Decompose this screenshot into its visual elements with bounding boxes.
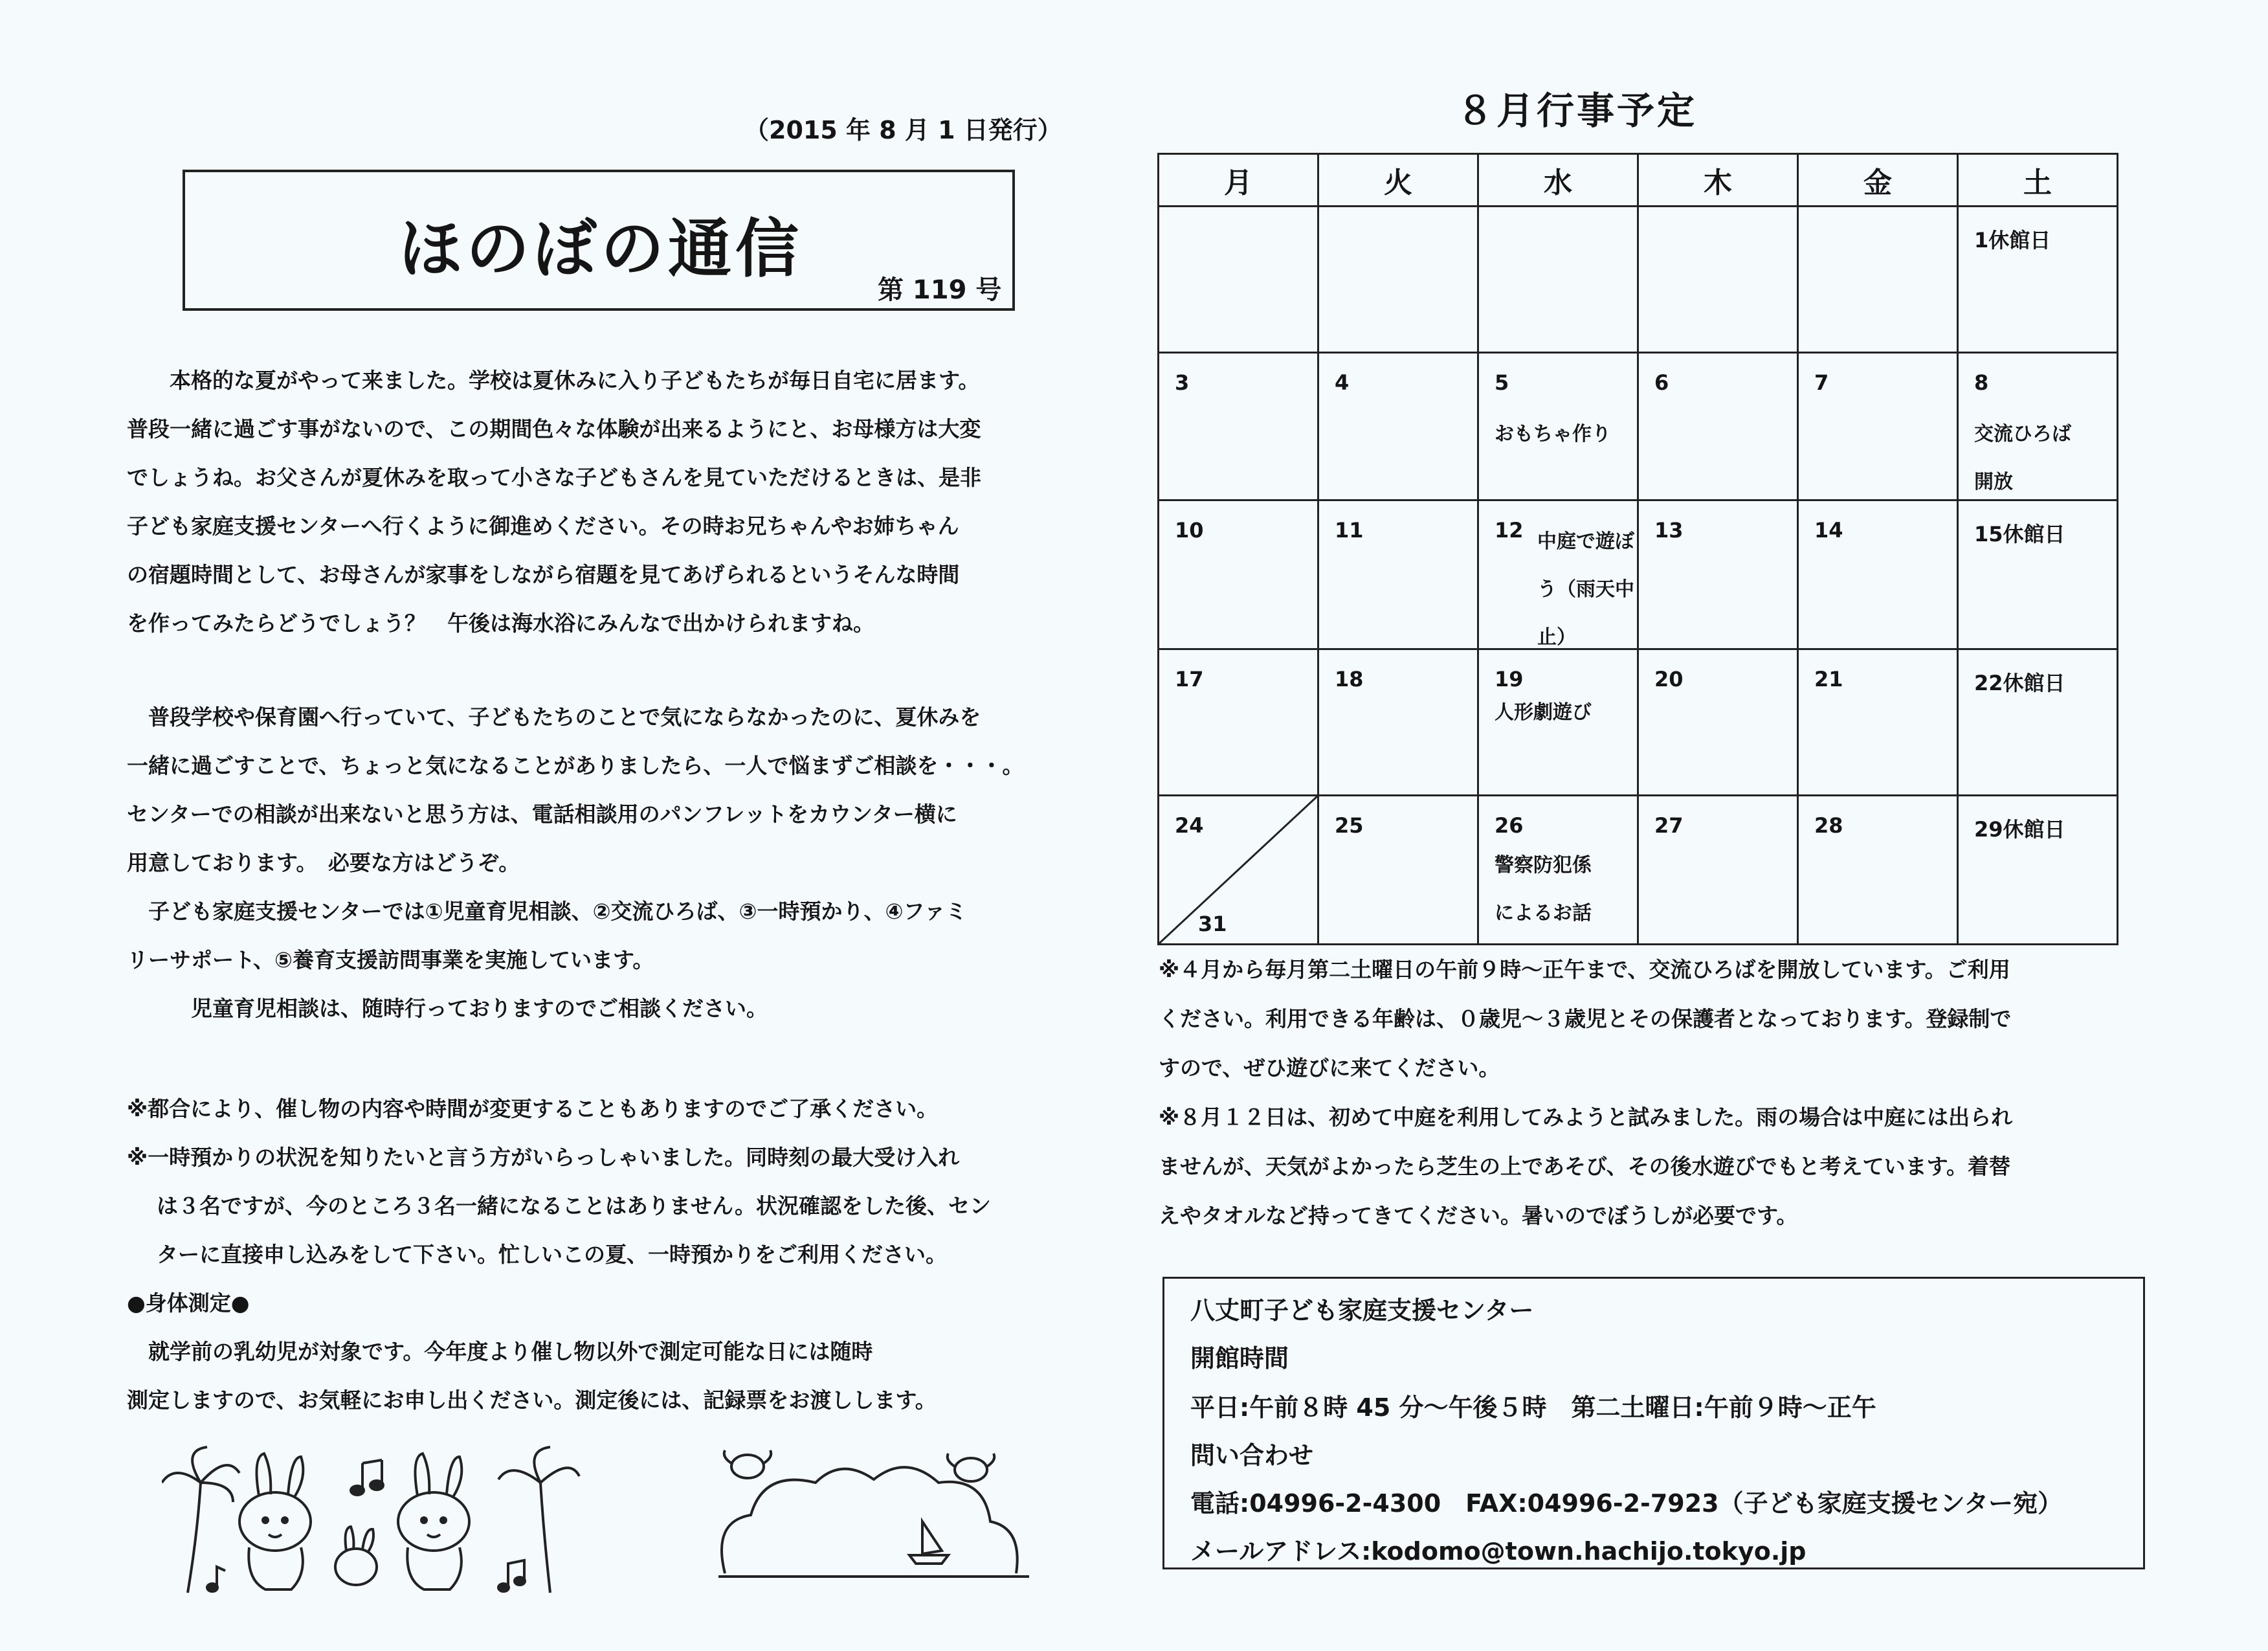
day-number: 5 <box>1495 370 1509 395</box>
weekday-header: 火 <box>1318 154 1478 207</box>
text-line: は３名ですが、今のところ３名一緒になることはありません。状況確認をした後、セン <box>157 1193 991 1219</box>
inquiry-label: 問い合わせ <box>1190 1441 1314 1470</box>
calendar-cell <box>1478 207 1638 353</box>
day-number: 25 <box>1335 813 1364 838</box>
opening-hours: 平日:午前８時 45 分～午後５時 第二土曜日:午前９時～正午 <box>1190 1393 1876 1422</box>
day-number: 12 <box>1495 518 1524 543</box>
text-line: 就学前の乳幼児が対象です。今年度より催し物以外で測定可能な日には随時 <box>127 1339 873 1364</box>
calendar-week-row <box>1159 353 2118 500</box>
calendar-cell <box>1958 207 2118 353</box>
phone-fax: 電話:04996-2-4300 FAX:04996-2-7923（子ども家庭支援センター宛） <box>1190 1489 2063 1518</box>
day-number: 13 <box>1654 518 1684 543</box>
issue-date: （2015 年 8 月 1 日発行） <box>744 116 1062 144</box>
text-line: 子ども家庭支援センターでは①児童育児相談、②交流ひろば、③一時預かり、④ファミ <box>127 899 967 924</box>
calendar-cell <box>1159 353 1318 500</box>
calendar-cell <box>1318 207 1478 353</box>
day-number: 27 <box>1654 813 1684 838</box>
text-line: 普段一緒に過ごす事がないので、この期間色々な体験が出来るようにと、お母様方は大変 <box>127 416 981 442</box>
text-line: ※一時預かりの状況を知りたいと言う方がいらっしゃいました。同時刻の最大受け入れ <box>127 1145 960 1170</box>
event-label: 人形劇遊び <box>1495 701 1592 724</box>
calendar-cell <box>1318 796 1478 945</box>
music-note-icon <box>207 1460 525 1591</box>
consult-paragraph <box>127 693 1023 1033</box>
sailboat-illustration <box>909 1522 948 1564</box>
weekday-header: 水 <box>1478 154 1638 207</box>
text-line: 児童育児相談は、随時行っておりますのでご相談ください。 <box>127 996 768 1021</box>
calendar-cell <box>1159 649 1318 796</box>
contact-info-box <box>1162 1277 2145 1569</box>
day-number: 8 <box>1974 370 1989 395</box>
text-line: ください。利用できる年齢は、０歳児～３歳児とその保護者となっております。登録制で <box>1159 1006 2012 1031</box>
event-label: 休館日 <box>2003 671 2065 695</box>
title-box <box>183 170 1015 311</box>
calendar-cell <box>1958 649 2118 796</box>
newsletter-title: ほのぼの通信 <box>399 212 803 286</box>
calendar-cell <box>1798 207 1958 353</box>
text-line: ※都合により、催し物の内容や時間が変更することもありますのでご了承ください。 <box>127 1096 939 1121</box>
notes-section <box>127 1084 991 1424</box>
event-label: 中庭で遊ぼう（雨天中止） <box>1537 530 1634 649</box>
event-label: 休館日 <box>2003 817 2065 842</box>
calendar-cell <box>1798 353 1958 500</box>
day-number: 7 <box>1814 370 1829 395</box>
rabbit-illustration <box>162 1444 583 1599</box>
text-line: 一緒に過ごすことで、ちょっと気になることがありましたら、一人で悩まずご相談を・・・。 <box>127 753 1024 778</box>
email-address: メールアドレス:kodomo@town.hachijo.tokyo.jp <box>1190 1537 1807 1566</box>
day-number: 10 <box>1175 518 1204 543</box>
day-number: 19 <box>1495 667 1524 691</box>
text-line: ※４月から毎月第二土曜日の午前９時～正午まで、交流ひろばを開放しています。ご利用 <box>1159 957 2010 982</box>
calendar-cell <box>1478 796 1638 945</box>
intro-paragraph <box>127 356 981 647</box>
calendar-cell <box>1478 649 1638 796</box>
calendar-header-row <box>1159 154 2118 207</box>
day-number: 15休館日 <box>1974 522 2065 546</box>
event-label: 休館日 <box>1988 228 2051 253</box>
calendar-week-row <box>1159 500 2118 649</box>
text-line: リーサポート、⑤養育支援訪問事業を実施しています。 <box>127 947 654 972</box>
text-line: センターでの相談が出来ないと思う方は、電話相談用のパンフレットをカウンター横に <box>127 802 957 827</box>
text-line: 用意しております。 必要な方はどうぞ。 <box>127 850 520 875</box>
calendar-cell <box>1318 649 1478 796</box>
text-line: 測定しますので、お気軽にお申し出ください。測定後には、記録票をお渡しします。 <box>127 1387 937 1413</box>
event-calendar <box>1157 153 2118 945</box>
event-label: 警察防犯係によるお話 <box>1495 854 1592 925</box>
text-line: ませんが、天気がよかったら芝生の上であそび、その後水遊びでもと考えています。着替 <box>1159 1154 2011 1179</box>
calendar-title: ８月行事予定 <box>1456 89 1698 133</box>
bird-illustration <box>724 1450 995 1481</box>
day-number: 20 <box>1654 667 1684 691</box>
island-illustration <box>712 1444 1036 1586</box>
calendar-cell <box>1798 500 1958 649</box>
calendar-cell <box>1638 207 1798 353</box>
calendar-week-row <box>1159 649 2118 796</box>
event-label: 休館日 <box>2003 522 2065 546</box>
day-number: 17 <box>1175 667 1204 691</box>
weekday-header: 土 <box>1958 154 2118 207</box>
calendar-cell <box>1798 649 1958 796</box>
day-number: 4 <box>1335 370 1350 395</box>
text-line: 子ども家庭支援センターへ行くように御進めください。その時お兄ちゃんやお姉ちゃん <box>127 513 959 539</box>
calendar-cell <box>1798 796 1958 945</box>
day-number: 29休館日 <box>1974 817 2065 842</box>
text-line: ターに直接申し込みをして下さい。忙しいこの夏、一時預かりをご利用ください。 <box>157 1242 947 1267</box>
text-line: すので、ぜひ遊びに来てください。 <box>1159 1055 1500 1081</box>
day-number: 3 <box>1175 370 1190 395</box>
text-line: ※８月１２日は、初めて中庭を利用してみようと試みました。雨の場合は中庭には出られ <box>1159 1105 2013 1130</box>
issue-number: 第 119 号 <box>878 275 1002 305</box>
calendar-cell <box>1958 353 2118 500</box>
calendar-notes <box>1159 945 2012 1241</box>
section-heading: ●身体測定● <box>127 1290 250 1316</box>
calendar-cell <box>1318 500 1478 649</box>
calendar-cell <box>1638 353 1798 500</box>
text-line: の宿題時間として、お母さんが家事をしながら宿題を見てあげられるというそんな時間 <box>127 562 960 587</box>
day-number: 31 <box>1198 912 1227 936</box>
weekday-header: 月 <box>1159 154 1318 207</box>
calendar-cell <box>1638 500 1798 649</box>
calendar-cell <box>1638 649 1798 796</box>
day-number: 1休館日 <box>1974 228 2051 253</box>
calendar-cell <box>1159 207 1318 353</box>
day-number: 26 <box>1495 813 1524 838</box>
text-line: を作ってみたらどうでしょう？ 午後は海水浴にみんなで出かけられますね。 <box>127 611 874 636</box>
day-number: 11 <box>1335 518 1364 543</box>
event-label: おもちゃ作り <box>1495 423 1611 445</box>
text-line: 普段学校や保育園へ行っていて、子どもたちのことで気にならなかったのに、夏休みを <box>127 704 981 730</box>
day-number: 21 <box>1814 667 1843 691</box>
calendar-cell <box>1159 500 1318 649</box>
day-number: 6 <box>1654 370 1669 395</box>
text-line: 本格的な夏がやって来ました。学校は夏休みに入り子どもたちが毎日自宅に居ます。 <box>127 368 980 393</box>
calendar-week-row <box>1159 796 2118 945</box>
text-line: でしょうね。お父さんが夏休みを取って小さな子どもさんを見ていただけるときは、是非 <box>127 465 981 490</box>
calendar-week-row <box>1159 207 2118 353</box>
event-label: 交流ひろば開放 <box>1974 423 2071 493</box>
day-number: 14 <box>1814 518 1843 543</box>
day-number: 22休館日 <box>1974 671 2065 695</box>
hours-label: 開館時間 <box>1190 1344 1289 1373</box>
day-number: 18 <box>1335 667 1364 691</box>
day-number: 24 <box>1175 813 1204 838</box>
calendar-cell <box>1638 796 1798 945</box>
calendar-cell <box>1159 796 1318 945</box>
calendar-cell <box>1958 500 2118 649</box>
weekday-header: 金 <box>1798 154 1958 207</box>
day-number: 28 <box>1814 813 1843 838</box>
calendar-cell <box>1478 500 1638 649</box>
calendar-cell <box>1958 796 2118 945</box>
calendar-cell <box>1318 353 1478 500</box>
weekday-header: 木 <box>1638 154 1798 207</box>
calendar-cell <box>1478 353 1638 500</box>
center-name: 八丈町子ども家庭支援センター <box>1190 1296 1534 1325</box>
text-line: えやタオルなど持ってきてください。暑いのでぼうしが必要です。 <box>1159 1203 1798 1228</box>
